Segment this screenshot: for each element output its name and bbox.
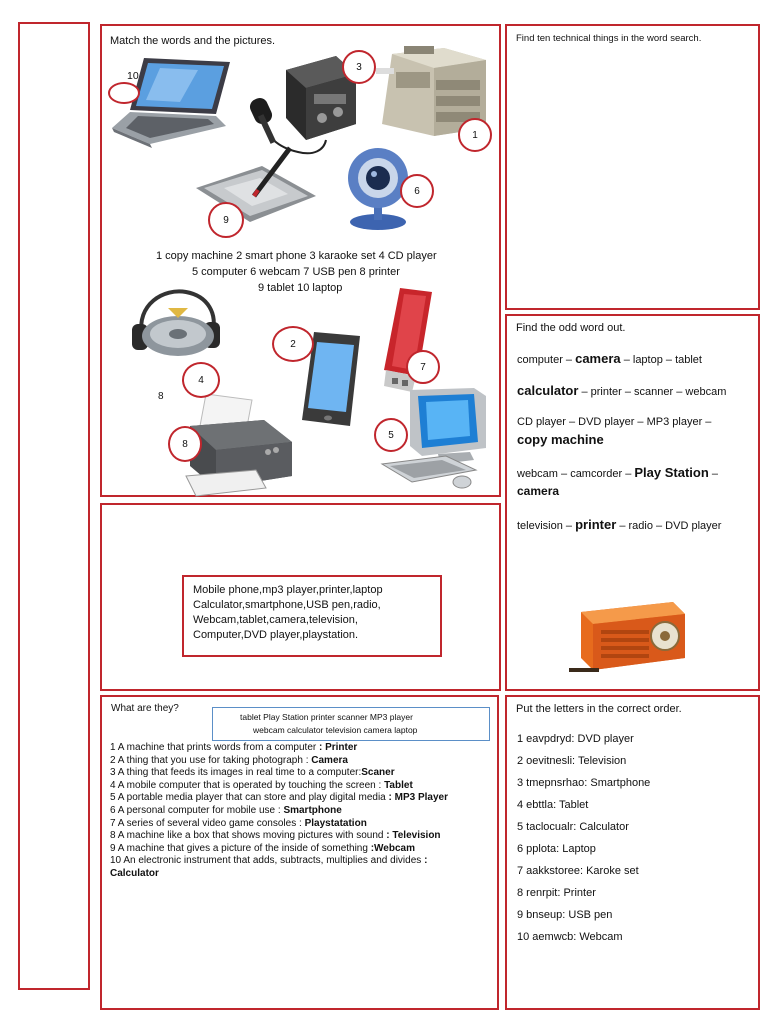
what-question: What are they? <box>111 703 179 714</box>
odd-post: – printer – scanner – webcam <box>578 386 727 398</box>
word-bank-section <box>100 503 501 691</box>
match-instruction: Match the words and the pictures. <box>110 35 276 47</box>
odd-pre: CD player – DVD player – MP3 player – <box>517 416 712 428</box>
number-4: 4 <box>182 362 220 398</box>
odd-line2: camera <box>517 484 560 498</box>
word-list-line-1: 1 copy machine 2 smart phone 3 karaoke set 4 CD player <box>156 250 437 262</box>
what-answer: :Webcam <box>370 842 415 854</box>
number-10: 10 <box>127 70 139 82</box>
what-item-10-answer: Calculator <box>110 867 159 879</box>
number-2: 2 <box>272 326 314 362</box>
scramble-item-7: 7 aakkstoree: Karoke set <box>517 865 639 877</box>
match-section <box>100 24 501 497</box>
word-list-line-2: 5 computer 6 webcam 7 USB pen 8 printer <box>192 266 400 278</box>
odd-out-instruction: Find the odd word out. <box>516 322 626 334</box>
scramble-item-3: 3 tmepnsrhao: Smartphone <box>517 777 651 789</box>
what-text: 10 An electronic instrument that adds, subtracts, multiplies and divides <box>110 855 425 867</box>
what-text: 7 A series of several video game consoles : <box>110 817 305 829</box>
what-text: 6 A personal computer for mobile use : <box>110 804 284 816</box>
odd-pre: television – <box>517 520 576 532</box>
odd-word: camera <box>575 351 621 366</box>
what-item-10 <box>110 855 448 868</box>
odd-out-item-1 <box>517 350 702 369</box>
scramble-item-6: 6 pplota: Laptop <box>517 843 596 855</box>
scramble-item-5: 5 taclocualr: Calculator <box>517 821 629 833</box>
what-items-list <box>110 742 448 881</box>
odd-word-out-section <box>505 314 760 691</box>
odd-out-item-4 <box>517 464 718 500</box>
word-bank-list <box>182 575 442 657</box>
scramble-item-8: 8 renrpit: Printer <box>517 887 596 899</box>
what-answer: : Television <box>386 830 441 842</box>
odd-word: calculator <box>517 383 579 398</box>
number-10-circle <box>108 82 140 104</box>
what-item-1 <box>110 742 448 755</box>
odd-post: – <box>708 468 718 480</box>
number-8: 8 <box>168 426 202 462</box>
word-bank-line-4: Computer,DVD player,playstation. <box>193 629 359 641</box>
scramble-item-2: 2 oevitnesli: Television <box>517 755 627 767</box>
what-item-3 <box>110 767 448 780</box>
word-bank-line-1: Mobile phone,mp3 player,printer,laptop <box>193 584 383 596</box>
what-answer: : <box>424 855 428 867</box>
what-answer: Camera <box>311 754 348 766</box>
what-answer: Tablet <box>384 779 413 791</box>
left-margin-box <box>18 22 90 990</box>
what-answer: Scaner <box>361 767 395 779</box>
what-item-5 <box>110 792 448 805</box>
what-answer: Playstatation <box>304 817 367 829</box>
odd-word: printer <box>575 517 617 532</box>
word-list-line-3: 9 tablet 10 laptop <box>258 282 343 294</box>
what-item-7 <box>110 818 448 831</box>
what-answer: Smartphone <box>283 804 342 816</box>
scramble-item-10: 10 aemwcb: Webcam <box>517 931 623 943</box>
number-7: 7 <box>406 350 440 384</box>
what-bank-line-2: webcam calculator television camera laptop <box>253 725 418 735</box>
cd-player-icon <box>130 284 226 368</box>
odd-out-item-5 <box>517 516 721 535</box>
what-item-2 <box>110 755 448 768</box>
what-item-4 <box>110 780 448 793</box>
odd-out-item-3 <box>517 414 711 448</box>
scramble-section <box>505 695 760 1010</box>
number-9: 9 <box>208 202 244 238</box>
what-answer: : MP3 Player <box>388 792 448 804</box>
scramble-item-1: 1 eavpdryd: DVD player <box>517 733 634 745</box>
word-search-section <box>505 24 760 310</box>
what-item-6 <box>110 805 448 818</box>
what-bank-line-1: tablet Play Station printer scanner MP3 player <box>240 712 413 722</box>
number-1: 1 <box>458 118 492 152</box>
odd-pre: webcam – camcorder – <box>517 468 635 480</box>
what-item-8 <box>110 830 448 843</box>
word-bank-line-2: Calculator,smartphone,USB pen,radio, <box>193 599 381 611</box>
odd-post: – laptop – tablet <box>620 354 702 366</box>
radio-icon <box>567 598 691 674</box>
word-bank-line-3: Webcam,tablet,camera,television, <box>193 614 358 626</box>
scramble-instruction: Put the letters in the correct order. <box>516 703 682 715</box>
what-answer: : Printer <box>318 742 358 753</box>
what-text: 4 A mobile computer that is operated by touching the screen : <box>110 779 385 791</box>
scramble-item-4: 4 ebttla: Tablet <box>517 799 589 811</box>
odd-out-item-2 <box>517 382 726 401</box>
number-5: 5 <box>374 418 408 452</box>
odd-word: Play Station <box>634 465 709 480</box>
odd-word: copy machine <box>517 432 604 447</box>
what-text: 3 A thing that feeds its images in real time to a computer: <box>110 767 362 779</box>
word-search-instruction: Find ten technical things in the word search. <box>516 33 702 44</box>
scramble-item-9: 9 bnseup: USB pen <box>517 909 613 921</box>
what-text: 8 A machine like a box that shows moving pictures with sound <box>110 830 387 842</box>
what-are-they-section <box>100 695 499 1010</box>
stray-number: 8 <box>158 391 164 402</box>
what-text: 9 A machine that gives a picture of the inside of something <box>110 842 371 854</box>
odd-post: – radio – DVD player <box>616 520 722 532</box>
what-text: 1 A machine that prints words from a computer <box>110 742 319 753</box>
what-text: 2 A thing that you use for taking photograph : <box>110 754 312 766</box>
number-6: 6 <box>400 174 434 208</box>
what-text: 5 A portable media player that can store and play digital media <box>110 792 389 804</box>
number-3: 3 <box>342 50 376 84</box>
odd-pre: computer – <box>517 354 576 366</box>
what-item-9 <box>110 843 448 856</box>
what-word-bank <box>212 707 490 741</box>
